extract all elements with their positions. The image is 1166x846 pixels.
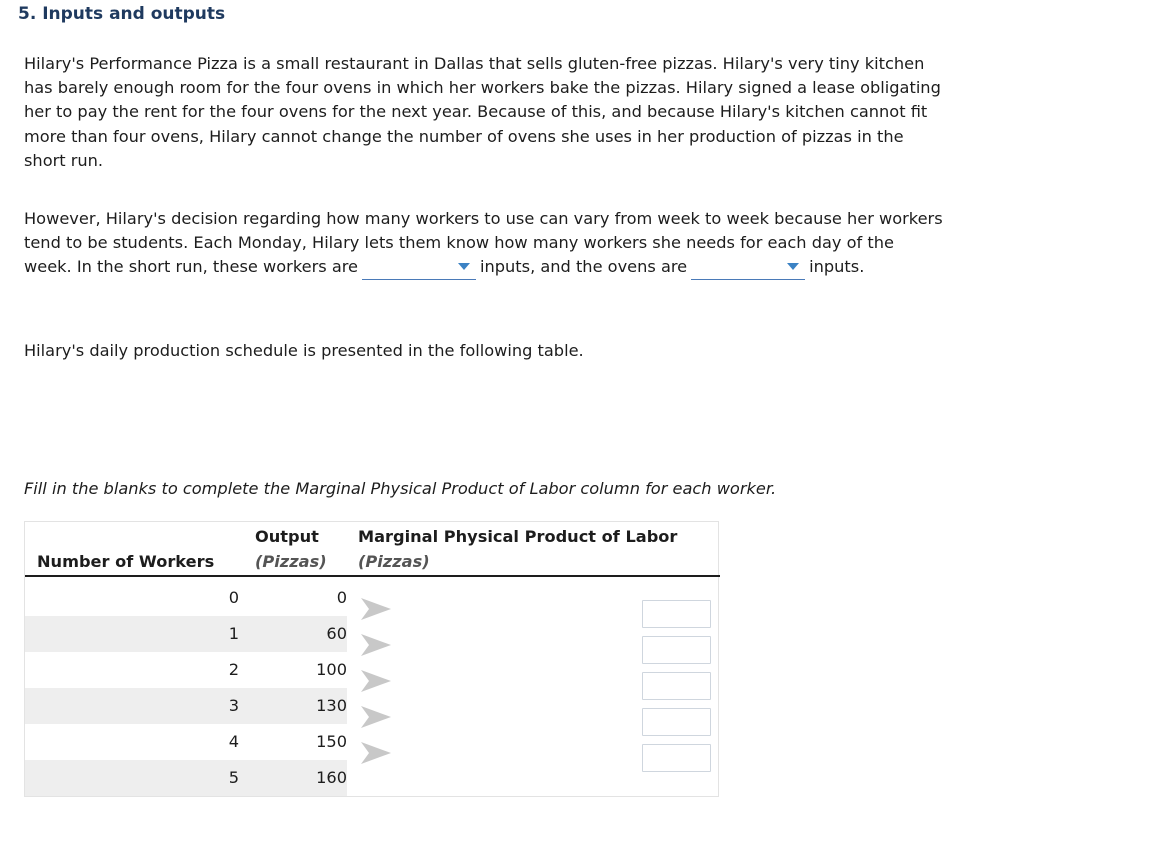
ovens-input-type-dropdown[interactable] xyxy=(691,258,805,280)
workers-input-type-dropdown[interactable] xyxy=(362,258,476,280)
mpp-input-worker-5[interactable] xyxy=(642,744,711,772)
header-output-unit: (Pizzas) xyxy=(255,552,327,571)
short-run-paragraph xyxy=(24,207,944,280)
output-cell: 100 xyxy=(316,660,347,679)
para2-text-b: inputs, and the ovens are xyxy=(480,257,688,277)
table-row xyxy=(25,724,347,760)
output-cell: 0 xyxy=(336,588,347,607)
question-title: 5. Inputs and outputs xyxy=(18,4,226,24)
schedule-intro: Hilary's daily production schedule is presented in the following table. xyxy=(24,341,584,360)
chevron-down-icon xyxy=(787,263,799,270)
mpp-input-worker-2[interactable] xyxy=(642,636,711,664)
production-table xyxy=(24,521,719,797)
table-row xyxy=(25,760,347,796)
transition-arrow-icon xyxy=(359,740,393,766)
intro-paragraph: Hilary's Performance Pizza is a small restaurant in Dallas that sells gluten-free pizzas. Hilary's very tiny kitchen has barely enough room for the four ovens in which her workers bake the pizzas. Hilary signed a lease obligating her to pay the rent for the four ovens for the next year. Because of this, and because Hilary's kitchen cannot fit more than four ovens, Hilary cannot change the number of ovens she uses in her production of pizzas in the short run. xyxy=(24,54,941,170)
header-mpp-unit: (Pizzas) xyxy=(358,552,430,571)
output-cell: 60 xyxy=(326,624,347,643)
header-output: Output xyxy=(255,527,319,546)
workers-cell: 4 xyxy=(228,732,239,751)
table-row xyxy=(25,580,347,616)
instruction-text: Fill in the blanks to complete the Marginal Physical Product of Labor column for each worker. xyxy=(24,479,777,498)
workers-cell: 1 xyxy=(228,624,239,643)
chevron-down-icon xyxy=(458,263,470,270)
header-workers: Number of Workers xyxy=(37,552,215,571)
workers-cell: 2 xyxy=(228,660,239,679)
mpp-input-worker-1[interactable] xyxy=(642,600,711,628)
transition-arrow-icon xyxy=(359,704,393,730)
header-divider xyxy=(25,575,720,577)
table-row xyxy=(25,688,347,724)
output-cell: 130 xyxy=(316,696,347,715)
para2-text-a: However, Hilary's decision regarding how many workers to use can vary from week to week because her workers tend to be students. Each Monday, Hilary lets them know how many workers she needs for each day of the week. In the short run, these workers are xyxy=(24,209,943,277)
output-cell: 160 xyxy=(316,768,347,787)
transition-arrow-icon xyxy=(359,668,393,694)
mpp-input-worker-4[interactable] xyxy=(642,708,711,736)
table-row xyxy=(25,652,347,688)
mpp-input-worker-3[interactable] xyxy=(642,672,711,700)
workers-cell: 3 xyxy=(228,696,239,715)
para2-text-c: inputs. xyxy=(809,257,865,277)
table-row xyxy=(25,616,347,652)
output-cell: 150 xyxy=(316,732,347,751)
workers-cell: 0 xyxy=(228,588,239,607)
workers-cell: 5 xyxy=(228,768,239,787)
header-mpp: Marginal Physical Product of Labor xyxy=(358,527,678,546)
transition-arrow-icon xyxy=(359,596,393,622)
transition-arrow-icon xyxy=(359,632,393,658)
